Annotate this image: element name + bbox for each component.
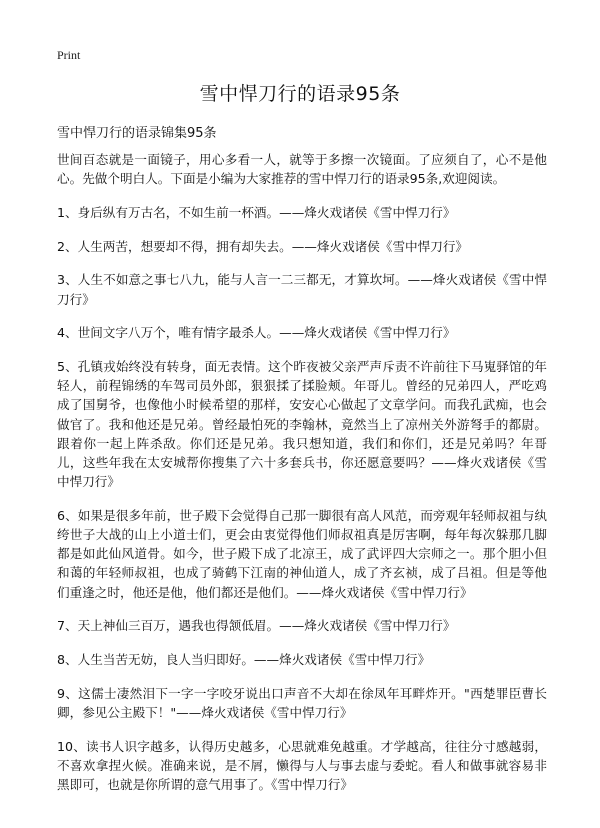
document-body	[57, 150, 547, 809]
quote-paragraph: 3、人生不如意之事七八九，能与人言一二三都无，才算坎坷。——烽火戏诸侯《雪中悍刀行》	[57, 272, 547, 307]
quote-paragraph: 4、世间文字八万个，唯有情字最杀人。——烽火戏诸侯《雪中悍刀行》	[57, 325, 456, 341]
quote-paragraph: 9、这儒士凄然泪下一字一字咬牙说出口声音不大却在徐凤年耳畔炸开。"西楚罪臣曹长卿，参见公主殿下！"——烽火戏诸侯《雪中悍刀行》	[57, 685, 547, 720]
quote-paragraph: 2、人生两苦，想要却不得，拥有却失去。——烽火戏诸侯《雪中悍刀行》	[57, 238, 469, 254]
page-title: 雪中悍刀行的语录95条	[199, 83, 401, 105]
quote-paragraph: 6、如果是很多年前，世子殿下会觉得自己那一脚很有高人风范，而旁观年轻师叔祖与纨绔世子大战的山上小道士们，更会由衷觉得他们师叔祖真是厉害啊，每年每次躲那几脚都是如此仙风道骨。如今，世子殿下成了北凉王，成了武评四大宗师之一。那个胆小但和蔼的年轻师叔祖，也成了骑鹤下江南的神仙道人，成了齐玄祯，成了吕祖。但是等他们重逢之时，他还是他，他们都还是他们。——烽火戏诸侯《雪中悍刀行》	[57, 507, 547, 600]
document-subtitle: 雪中悍刀行的语录锦集95条	[57, 126, 217, 141]
quote-paragraph: 7、天上神仙三百万，遇我也得颔低眉。——烽火戏诸侯《雪中悍刀行》	[57, 618, 456, 634]
print-link[interactable]: Print	[57, 48, 81, 62]
quote-paragraph: 1、身后纵有万古名，不如生前一杯酒。——烽火戏诸侯《雪中悍刀行》	[57, 204, 456, 220]
quote-paragraph: 5、孔镇戎始终没有转身，面无表情。这个昨夜被父亲严声斥责不许前往下马嵬驿馆的年轻人，前程锦绣的车驾司员外郎，狠狠揉了揉脸颊。年哥儿。曾经的兄弟四人，严吃鸡成了国舅爷，也像他小时候希望的那样，安安心心做起了文章学问。而我孔武痴，也会做官了。我和他还是兄弟。曾经最怕死的李翰林，竟然当上了凉州关外游弩手的都尉。跟着你一起上阵杀敌。你们还是兄弟。我只想知道，我们和你们，还是兄弟吗？年哥儿，这些年我在太安城帮你搜集了六十多套兵书，你还愿意要吗？——烽火戏诸侯《雪中悍刀行》	[57, 358, 547, 490]
intro-paragraph: 世间百态就是一面镜子，用心多看一人，就等于多擦一次镜面。了应须自了，心不是他心。先做个明白人。下面是小编为大家推荐的雪中悍刀行的语录95条,欢迎阅读。	[57, 152, 547, 187]
quote-paragraph: 10、读书人识字越多，认得历史越多，心思就难免越重。才学越高，往往分寸感越弱，不喜欢拿捏火候。准确来说，是不屑，懒得与人与事去虚与委蛇。看人和做事就容易非黑即可，也就是你所谓的意气用事了。《雪中悍刀行》	[57, 738, 547, 793]
quote-paragraph: 8、人生当苦无妨，良人当归即好。——烽火戏诸侯《雪中悍刀行》	[57, 652, 431, 668]
